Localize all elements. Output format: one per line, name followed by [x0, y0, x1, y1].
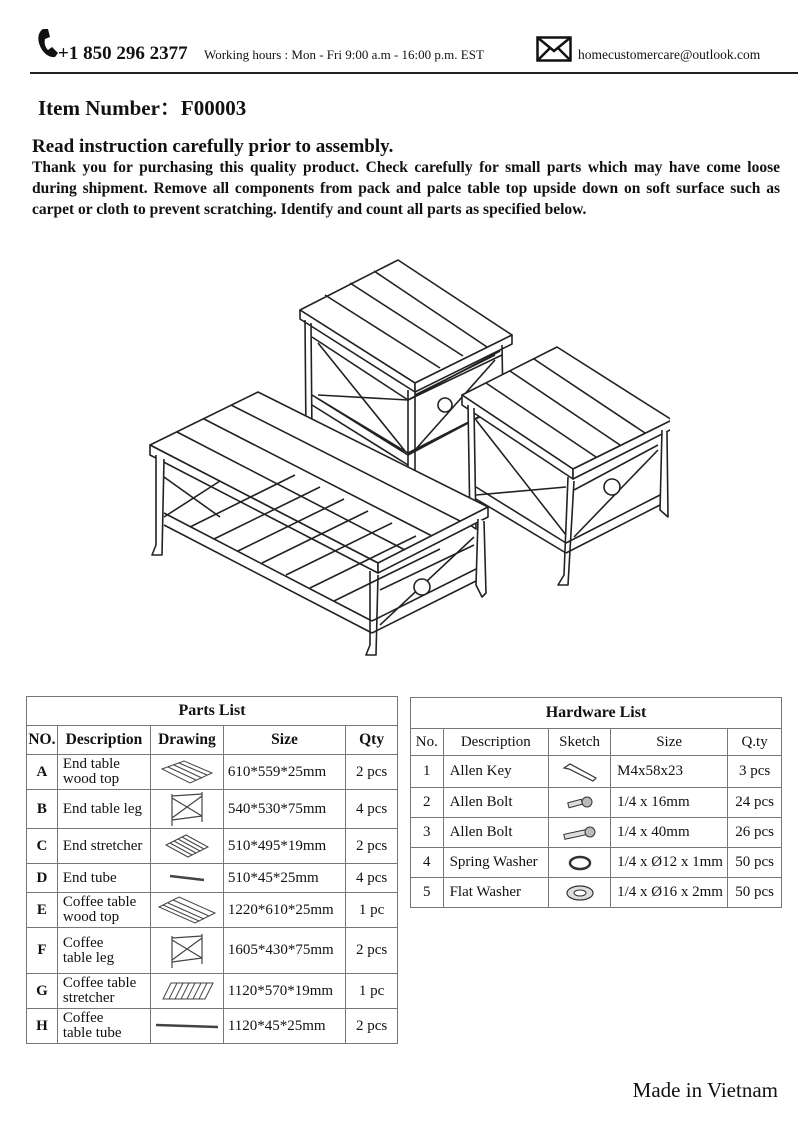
hardware-qty: 50 pcs	[728, 878, 782, 908]
hardware-qty: 24 pcs	[728, 788, 782, 818]
contact-header	[0, 0, 808, 78]
hardware-size: 1/4 x 16mm	[611, 788, 728, 818]
hardware-sketch	[549, 818, 611, 848]
hardware-size: 1/4 x Ø12 x 1mm	[611, 848, 728, 878]
part-row	[27, 755, 398, 790]
hardware-no: 1	[411, 756, 444, 788]
part-row	[27, 864, 398, 893]
part-row	[27, 790, 398, 829]
part-qty: 2 pcs	[346, 829, 398, 864]
part-description-line: stretcher	[62, 990, 115, 1006]
col-sketch: Sketch	[549, 729, 611, 756]
table-set-illustration	[140, 255, 670, 665]
tube-icon	[154, 1021, 220, 1031]
hardware-sketch	[549, 788, 611, 818]
part-qty: 1 pc	[346, 974, 398, 1009]
col-size: Size	[611, 729, 728, 756]
working-hours: Working hours : Mon - Fri 9:00 a.m - 16:00 p.m. EST	[204, 47, 484, 62]
allen-key-icon	[560, 762, 600, 782]
part-description-line: table tube	[62, 1025, 122, 1041]
item-number: Item Number：F00003	[38, 96, 247, 120]
hardware-no: 4	[411, 848, 444, 878]
email-address: homecustomercare@outlook.com	[578, 47, 761, 62]
hardware-size: 1/4 x 40mm	[611, 818, 728, 848]
wood-top-icon	[157, 895, 217, 925]
hardware-row	[411, 788, 782, 818]
part-description-line: Coffee	[62, 934, 104, 951]
part-size: 1220*610*25mm	[223, 893, 345, 928]
part-size: 1120*45*25mm	[223, 1009, 345, 1044]
hardware-size: 1/4 x Ø16 x 2mm	[611, 878, 728, 908]
hardware-list-header-row	[411, 729, 782, 756]
part-description-line: Coffee table	[62, 975, 137, 991]
part-qty: 2 pcs	[346, 755, 398, 790]
hardware-size: M4x58x23	[611, 756, 728, 788]
part-description-line: End table	[62, 756, 120, 772]
part-row	[27, 928, 398, 974]
part-size: 510*45*25mm	[223, 864, 345, 893]
intro-body: Thank you for purchasing this quality product. Check carefully for small parts which may have come loose during shipment. Remove all components from pack and palce table top upside down on soft surface such as carpet or cloth to prevent scratching. Identify and count all parts as specified below.	[32, 159, 780, 218]
part-no: B	[27, 790, 58, 829]
part-drawing	[151, 829, 224, 864]
col-no: No.	[411, 729, 444, 756]
part-description: End table leg	[57, 790, 150, 829]
hardware-row	[411, 756, 782, 788]
part-drawing	[151, 1009, 224, 1044]
made-in-label: Made in Vietnam	[632, 1078, 778, 1102]
slat-shelf-icon	[159, 980, 215, 1002]
col-description: Description	[57, 726, 150, 755]
part-description: End tube	[57, 864, 150, 893]
part-description-line: Coffee table	[62, 894, 137, 910]
flat-washer-icon	[564, 884, 596, 902]
part-row	[27, 974, 398, 1009]
part-description	[57, 755, 150, 790]
part-size: 1605*430*75mm	[223, 928, 345, 974]
part-no: C	[27, 829, 58, 864]
hardware-qty: 3 pcs	[728, 756, 782, 788]
col-description: Description	[443, 729, 548, 756]
hardware-row	[411, 818, 782, 848]
part-qty: 1 pc	[346, 893, 398, 928]
hardware-row	[411, 848, 782, 878]
header-divider	[30, 72, 798, 74]
hardware-description: Allen Key	[443, 756, 548, 788]
short-bolt-icon	[565, 795, 595, 811]
parts-list-title: Parts List	[27, 697, 398, 726]
part-description	[57, 1009, 150, 1044]
part-no: F	[27, 928, 58, 974]
spring-washer-icon	[566, 855, 594, 871]
hardware-description: Flat Washer	[443, 878, 548, 908]
hardware-sketch	[549, 878, 611, 908]
wood-top-icon	[160, 759, 214, 785]
col-size: Size	[223, 726, 345, 755]
part-row	[27, 1009, 398, 1044]
part-qty: 2 pcs	[346, 1009, 398, 1044]
part-drawing	[151, 893, 224, 928]
coffee-table-illustration	[150, 392, 488, 655]
end-table-front-illustration	[462, 347, 670, 585]
long-bolt-icon	[562, 825, 598, 841]
part-no: H	[27, 1009, 58, 1044]
leg-frame-icon	[167, 932, 207, 970]
hardware-list-table	[410, 697, 782, 908]
part-row	[27, 829, 398, 864]
part-size: 610*559*25mm	[223, 755, 345, 790]
part-drawing	[151, 864, 224, 893]
parts-list-table	[26, 696, 398, 1044]
hardware-sketch	[549, 756, 611, 788]
part-qty: 4 pcs	[346, 790, 398, 829]
part-size: 510*495*19mm	[223, 829, 345, 864]
part-no: A	[27, 755, 58, 790]
part-description-line: Coffee	[62, 1010, 104, 1026]
part-description	[57, 928, 150, 974]
parts-list-header-row	[27, 726, 398, 755]
hardware-row	[411, 878, 782, 908]
hardware-qty: 26 pcs	[728, 818, 782, 848]
part-qty: 2 pcs	[346, 928, 398, 974]
part-size: 540*530*75mm	[223, 790, 345, 829]
part-drawing	[151, 974, 224, 1009]
phone-number: +1 850 296 2377	[58, 43, 188, 64]
hardware-description: Spring Washer	[443, 848, 548, 878]
mail-icon	[536, 36, 572, 62]
hardware-no: 3	[411, 818, 444, 848]
part-no: G	[27, 974, 58, 1009]
part-drawing	[151, 790, 224, 829]
part-drawing	[151, 755, 224, 790]
part-description-line: table leg	[62, 949, 115, 966]
hardware-sketch	[549, 848, 611, 878]
hardware-list-title: Hardware List	[411, 698, 782, 729]
part-row	[27, 893, 398, 928]
part-drawing	[151, 928, 224, 974]
part-description	[57, 893, 150, 928]
hardware-description: Allen Bolt	[443, 788, 548, 818]
part-no: D	[27, 864, 58, 893]
hardware-no: 5	[411, 878, 444, 908]
part-description-line: wood top	[62, 771, 120, 787]
hardware-no: 2	[411, 788, 444, 818]
part-description	[57, 974, 150, 1009]
leg-frame-icon	[167, 790, 207, 828]
intro-title: Read instruction carefully prior to assembly.	[32, 136, 394, 157]
part-qty: 4 pcs	[346, 864, 398, 893]
hardware-description: Allen Bolt	[443, 818, 548, 848]
slat-shelf-icon	[164, 833, 210, 859]
part-size: 1120*570*19mm	[223, 974, 345, 1009]
hardware-qty: 50 pcs	[728, 848, 782, 878]
col-qty: Qty	[346, 726, 398, 755]
tube-icon	[167, 873, 207, 883]
part-description-line: wood top	[62, 909, 120, 925]
col-no: NO.	[27, 726, 58, 755]
col-qty: Q.ty	[728, 729, 782, 756]
col-drawing: Drawing	[151, 726, 224, 755]
part-no: E	[27, 893, 58, 928]
part-description: End stretcher	[57, 829, 150, 864]
